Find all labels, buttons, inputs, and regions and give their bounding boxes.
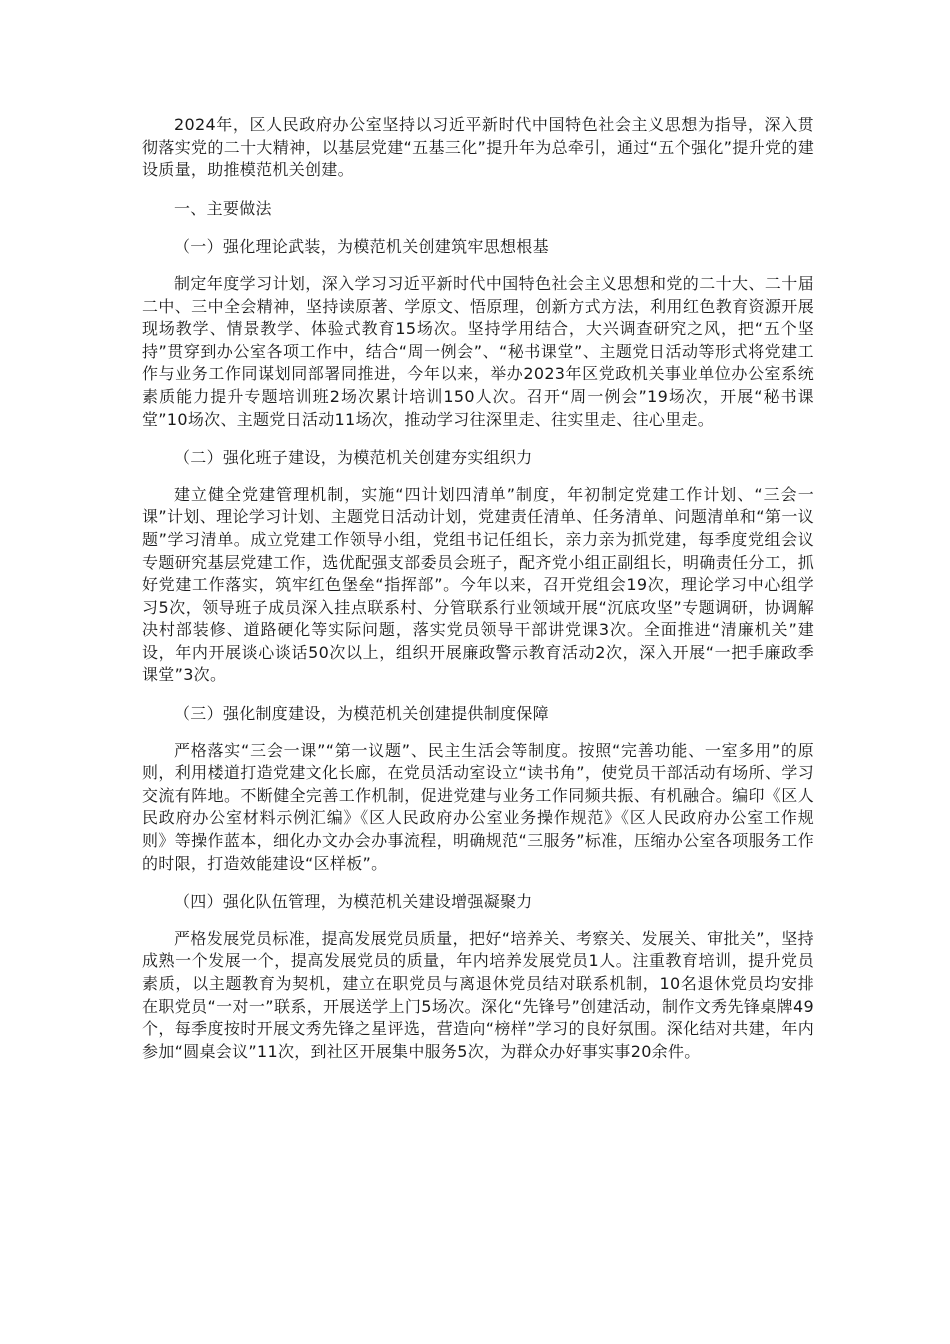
subsection-body-2: 建立健全党建管理机制，实施“四计划四清单”制度，年初制定党建工作计划、“三会一课”计划、理论学习计划、主题党日活动计划，党建责任清单、任务清单、问题清单和“第一议题”学习清单。成立党建工作领导小组，党组书记任组长，亲力亲为抓党建，每季度党组会议专题研究基层党建工作，选优配强支部委员会班子，配齐党小组正副组长，明确责任分工，抓好党建工作落实，筑牢红色堡垒“指挥部”。今年以来，召开党组会19次，理论学习中心组学习5次，领导班子成员深入挂点联系村、分管联系行业领域开展“沉底攻坚”专题调研，协调解决村部装修、道路硬化等实际问题，落实党员领导干部讲党课3次。全面推进“清廉机关”建设，年内开展谈心谈话50次以上，组织开展廉政警示教育活动2次，深入开展“一把手廉政季课堂”3次。	[142, 484, 814, 685]
subsection-heading-2: （二）强化班子建设，为模范机关创建夯实组织力	[174, 448, 533, 468]
subsection-heading-3: （三）强化制度建设，为模范机关创建提供制度保障	[174, 704, 549, 724]
subsection-heading-4: （四）强化队伍管理，为模范机关建设增强凝聚力	[174, 892, 533, 912]
subsection-body-1: 制定年度学习计划，深入学习习近平新时代中国特色社会主义思想和党的二十大、二十届二中、三中全会精神，坚持读原著、学原文、悟原理，创新方式方法，利用红色教育资源开展现场教学、情景教学、体验式教育15场次。坚持学用结合，大兴调查研究之风，把“五个坚持”贯穿到办公室各项工作中，结合“周一例会”、“秘书课堂”、主题党日活动等形式将党建工作与业务工作同谋划同部署同推进，今年以来，举办2023年区党政机关事业单位办公室系统素质能力提升专题培训班2场次累计培训150人次。召开“周一例会”19场次，开展“秘书课堂”10场次、主题党日活动11场次，推动学习往深里走、往实里走、往心里走。	[142, 273, 814, 429]
subsection-body-3: 严格落实“三会一课”“第一议题”、民主生活会等制度。按照“完善功能、一室多用”的原则，利用楼道打造党建文化长廊，在党员活动室设立“读书角”，使党员干部活动有场所、学习交流有阵地。不断健全完善工作机制，促进党建与业务工作同频共振、有机融合。编印《区人民政府办公室材料示例汇编》《区人民政府办公室业务操作规范》《区人民政府办公室工作规则》等操作蓝本，细化办文办会办事流程，明确规范“三服务”标准，压缩办公室各项服务工作的时限，打造效能建设“区样板”。	[142, 740, 814, 873]
section-heading-main-practices: 一、主要做法	[174, 198, 272, 218]
subsection-heading-1: （一）强化理论武装，为模范机关创建筑牢思想根基	[174, 237, 549, 257]
intro-paragraph: 2024年，区人民政府办公室坚持以习近平新时代中国特色社会主义思想为指导，深入贯彻落实党的二十大精神，以基层党建“五基三化”提升年为总牵引，通过“五个强化”提升党的建设质量，助推模范机关创建。	[142, 115, 814, 180]
subsection-body-4: 严格发展党员标准，提高发展党员质量，把好“培养关、考察关、发展关、审批关”，坚持成熟一个发展一个，提高发展党员的质量，年内培养发展党员1人。注重教育培训，提升党员素质，以主题教育为契机，建立在职党员与离退休党员结对联系机制，10名退休党员均安排在职党员“一对一”联系，开展送学上门5场次。深化“先锋号”创建活动，制作文秀先锋桌牌49个，每季度按时开展文秀先锋之星评选，营造向“榜样”学习的良好氛围。深化结对共建，年内参加“圆桌会议”11次，到社区开展集中服务5次，为群众办好事实事20余件。	[142, 928, 814, 1061]
document-page	[142, 114, 814, 1063]
